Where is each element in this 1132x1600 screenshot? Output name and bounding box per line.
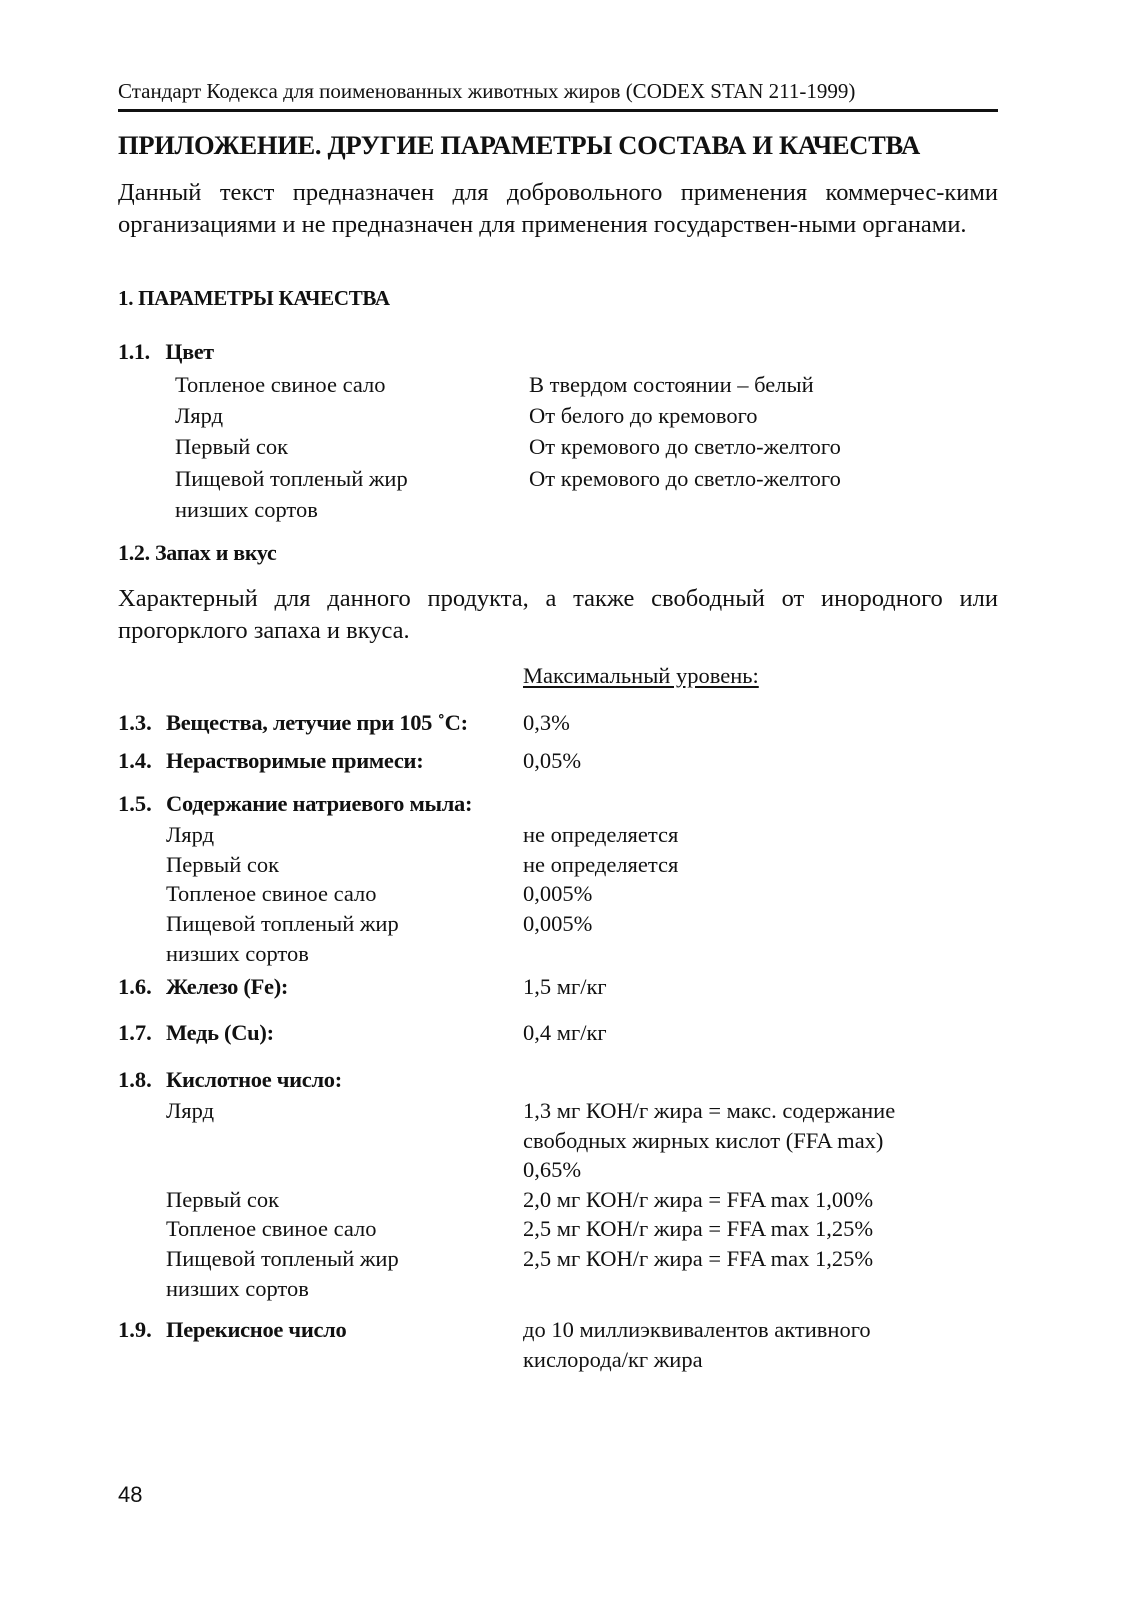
color-label: низших сортов [175,497,318,522]
param-number: 1.9. [118,1317,152,1342]
header-rule [118,109,998,112]
param-number: 1.4. [118,748,152,773]
acid-value: 0,65% [523,1157,582,1182]
running-header: Стандарт Кодекса для поименованных животных жиров (CODEX STAN 211-1999) [118,79,856,103]
param-value: 0,3% [523,710,570,735]
acid-value: 1,3 мг КОН/г жира = макс. содержание [523,1098,896,1123]
soap-value: не определяется [523,852,679,877]
color-value: В твердом состоянии – белый [529,372,814,397]
acid-label: низших сортов [166,1276,309,1301]
color-label: Первый сок [175,434,289,459]
acid-label: Лярд [166,1098,215,1123]
acid-value: 2,0 мг КОН/г жира = FFA max 1,00% [523,1187,874,1212]
acid-value: свободных жирных кислот (FFA max) [523,1128,884,1153]
subsection-color-heading [118,338,214,366]
appendix-title: ПРИЛОЖЕНИЕ. ДРУГИЕ ПАРАМЕТРЫ СОСТАВА И КАЧЕСТВА [118,130,921,160]
subsection-number: 1.1. [118,339,150,364]
page-number: 48 [118,1482,143,1507]
param-number: 1.8. [118,1067,152,1092]
param-name: Нерастворимые примеси: [166,748,424,773]
color-label: Пищевой топленый жир [175,466,408,491]
soap-label: Первый сок [166,852,280,877]
acid-value: 2,5 мг КОН/г жира = FFA max 1,25% [523,1216,874,1241]
soap-label: низших сортов [166,941,309,966]
color-label: Лярд [175,403,224,428]
color-label: Топленое свиное сало [175,372,386,397]
param-number: 1.7. [118,1020,152,1045]
soap-value: 0,005% [523,881,593,906]
section-heading-quality: 1. ПАРАМЕТРЫ КАЧЕСТВА [118,286,390,310]
max-level-label: Максимальный уровень: [523,663,759,688]
param-number: 1.3. [118,710,152,735]
param-number: 1.5. [118,791,152,816]
param-name: Содержание натриевого мыла: [166,791,473,816]
subsection-odour-heading: 1.2. Запах и вкус [118,540,277,565]
param-name: Вещества, летучие при 105 ˚С: [166,710,468,735]
acid-label: Первый сок [166,1187,280,1212]
color-value: От кремового до светло-желтого [529,466,841,491]
param-value: 1,5 мг/кг [523,974,607,999]
param-value: кислорода/кг жира [523,1347,703,1372]
acid-label: Пищевой топленый жир [166,1246,399,1271]
intro-paragraph: Данный текст предназначен для добровольного применения коммерчес-кими организациями и не предназначен для применения государствен-ными органами. [118,179,998,238]
soap-label: Лярд [166,822,215,847]
param-name: Перекисное число [166,1317,347,1342]
acid-label: Топленое свиное сало [166,1216,377,1241]
param-value: 0,05% [523,748,582,773]
param-name: Кислотное число: [166,1067,342,1092]
soap-value: 0,005% [523,911,593,936]
soap-label: Пищевой топленый жир [166,911,399,936]
param-value: до 10 миллиэквивалентов активного [523,1317,871,1342]
param-name: Медь (Cu): [166,1020,274,1045]
param-number: 1.6. [118,974,152,999]
param-value: 0,4 мг/кг [523,1020,607,1045]
param-name: Железо (Fe): [166,974,289,999]
soap-label: Топленое свиное сало [166,881,377,906]
odour-paragraph: Характерный для данного продукта, а также свободный от инородного или прогорклого запаха и вкуса. [118,585,998,644]
soap-value: не определяется [523,822,679,847]
acid-value: 2,5 мг КОН/г жира = FFA max 1,25% [523,1246,874,1271]
color-value: От белого до кремового [529,403,758,428]
color-value: От кремового до светло-желтого [529,434,841,459]
subsection-name: Цвет [165,339,214,364]
